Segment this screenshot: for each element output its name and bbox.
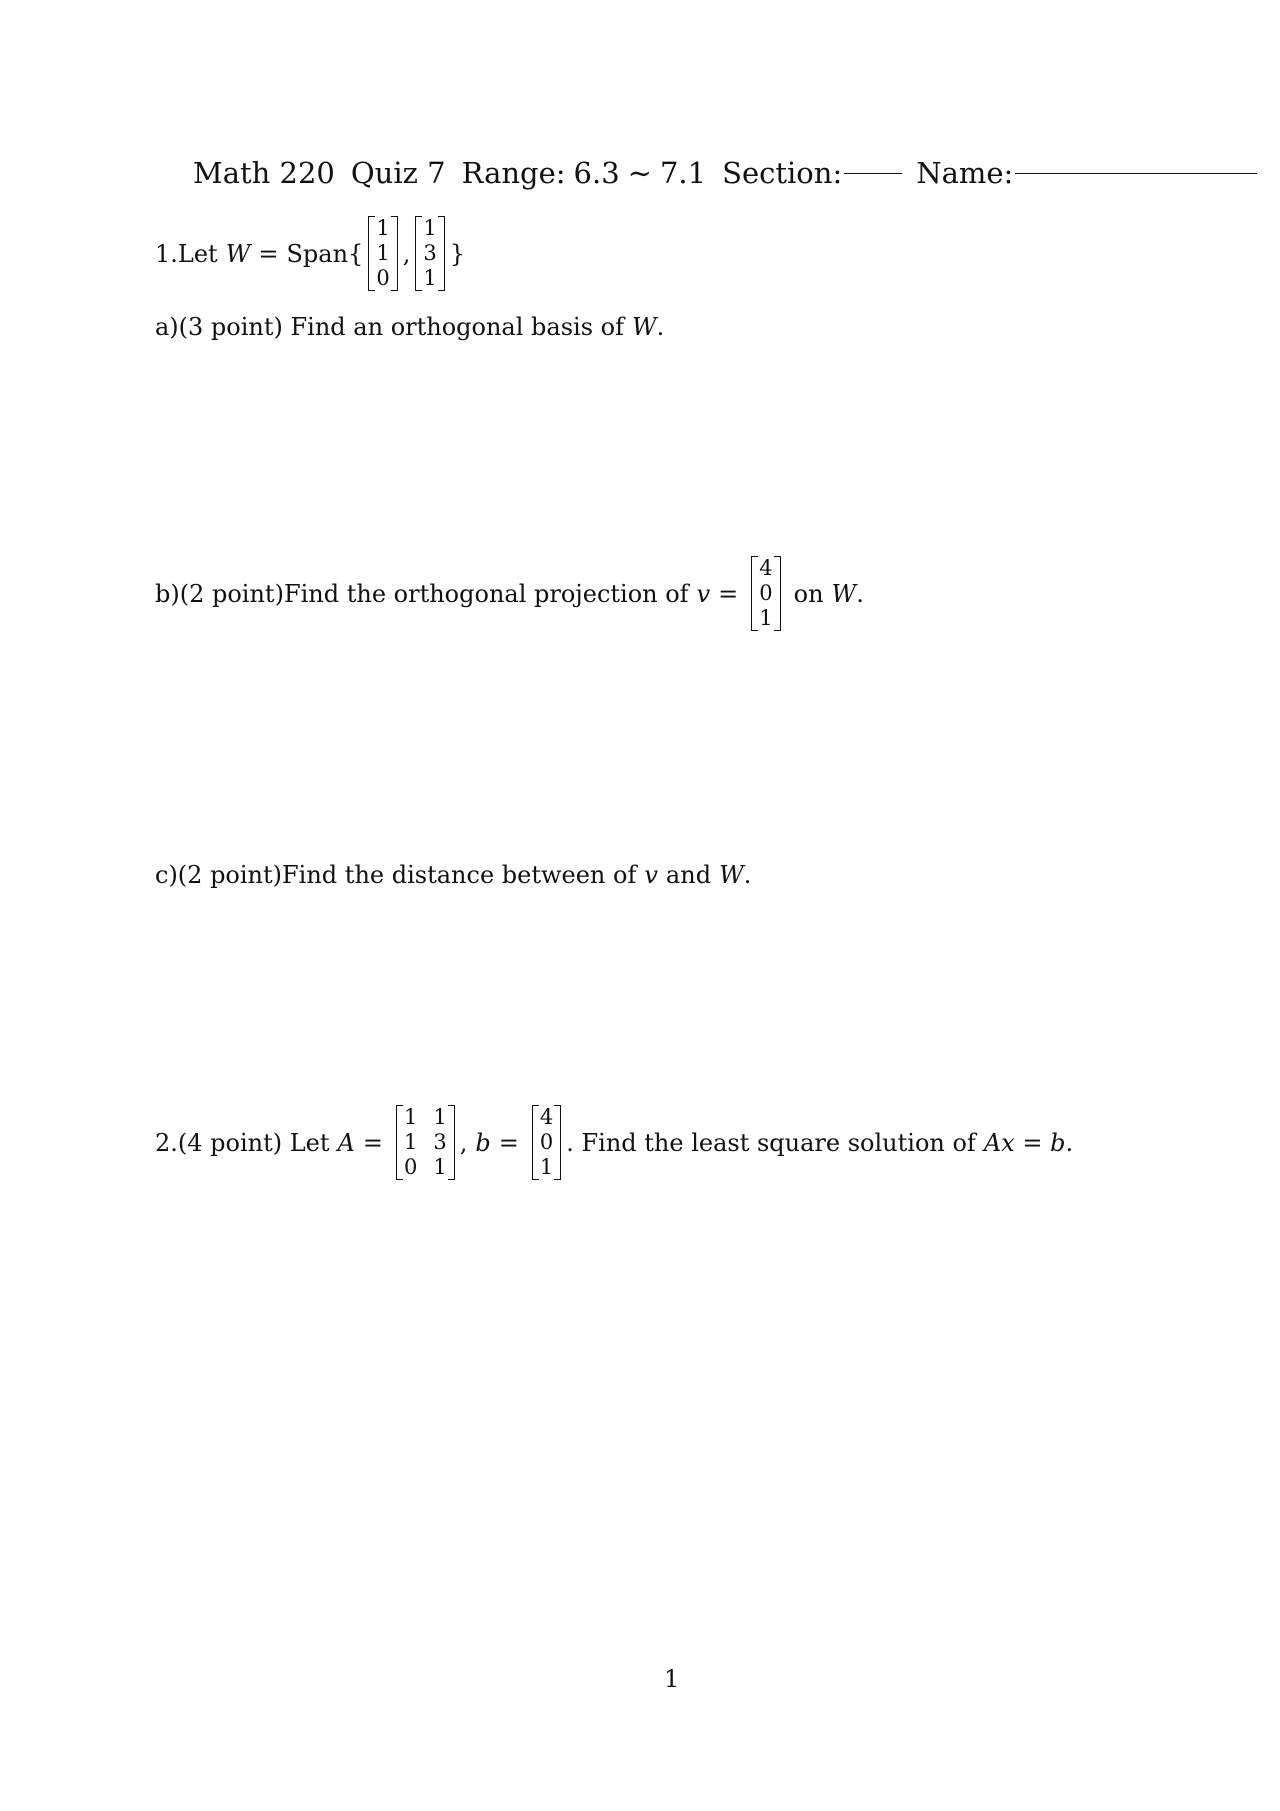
question-1 — [155, 216, 465, 291]
range-tilde: ∼ — [627, 156, 652, 190]
matrix-entry: 1 — [433, 1105, 447, 1129]
q2-comma: , — [459, 1128, 468, 1157]
matrix-entry: 3 — [433, 1130, 447, 1154]
q1a-period: . — [656, 313, 665, 341]
vector-b — [532, 1105, 561, 1180]
q2-equals-2: = — [498, 1128, 519, 1157]
q1b-var-w: W — [831, 579, 857, 608]
span-vector-1 — [368, 216, 397, 291]
course-name: Math 220 — [193, 156, 335, 190]
q1c-var-w: W — [719, 861, 744, 889]
matrix-entry: 1 — [376, 241, 390, 265]
matrix-entry: 1 — [423, 216, 437, 240]
q2-equals: = — [362, 1128, 383, 1157]
q2-equation: Ax = b — [983, 1128, 1066, 1157]
q1c-period: . — [743, 861, 752, 889]
q1-comma: , — [402, 239, 411, 268]
matrix-entry: 0 — [403, 1155, 418, 1179]
matrix-entry: 0 — [759, 581, 773, 605]
name-label: Name: — [916, 156, 1014, 190]
q1c-text: c)(2 point)Find the distance between of — [155, 861, 637, 889]
q1b-period: . — [856, 579, 864, 608]
matrix-entry: 1 — [376, 216, 390, 240]
range-label: Range: — [461, 156, 566, 190]
matrix-entry: 1 — [433, 1155, 447, 1179]
question-2 — [155, 1105, 1073, 1180]
quiz-number: Quiz 7 — [350, 156, 446, 190]
q2-period: . — [1065, 1128, 1074, 1157]
name-blank[interactable] — [1015, 172, 1257, 174]
section-label: Section: — [722, 156, 843, 190]
range-from: 6.3 — [573, 156, 620, 190]
q1-span: Span{ — [286, 239, 364, 268]
q1c-var-v: v — [644, 861, 658, 889]
span-vector-2 — [415, 216, 444, 291]
q2-prefix: 2.(4 point) Let — [155, 1128, 330, 1157]
range-to: 7.1 — [659, 156, 707, 190]
q2-text: . Find the least square solution of — [566, 1128, 976, 1157]
quiz-title — [193, 156, 1257, 190]
q1b-on: on — [793, 579, 824, 608]
q1b-var-v: v — [696, 579, 711, 608]
q2-var-b: b — [475, 1128, 491, 1157]
question-1b — [155, 556, 864, 631]
matrix-entry: 1 — [539, 1155, 554, 1179]
matrix-entry: 4 — [759, 556, 773, 580]
matrix-entry: 1 — [403, 1130, 418, 1154]
q1b-text: b)(2 point)Find the orthogonal projection of — [155, 579, 689, 608]
q1b-equals: = — [718, 579, 739, 608]
matrix-a — [396, 1105, 455, 1180]
q1a-text: a)(3 point) Find an orthogonal basis of — [155, 313, 624, 341]
q1-var-w: W — [225, 239, 251, 268]
matrix-entry: 1 — [403, 1105, 418, 1129]
matrix-entry: 1 — [759, 606, 773, 630]
q1-equals: = — [258, 239, 279, 268]
vector-v — [751, 556, 780, 631]
question-1a — [155, 313, 664, 341]
matrix-entry: 3 — [423, 241, 437, 265]
matrix-entry: 0 — [539, 1130, 554, 1154]
q2-var-a: A — [337, 1128, 355, 1157]
question-1c — [155, 861, 751, 889]
section-blank[interactable] — [844, 172, 902, 174]
q1-close-brace: } — [449, 239, 465, 268]
matrix-entry: 0 — [376, 266, 390, 290]
q1c-and: and — [665, 861, 712, 889]
page-number: 1 — [664, 1665, 680, 1693]
matrix-entry: 4 — [539, 1105, 554, 1129]
matrix-entry: 1 — [423, 266, 437, 290]
q1-prefix: 1.Let — [155, 239, 218, 268]
q1a-var-w: W — [631, 313, 657, 341]
